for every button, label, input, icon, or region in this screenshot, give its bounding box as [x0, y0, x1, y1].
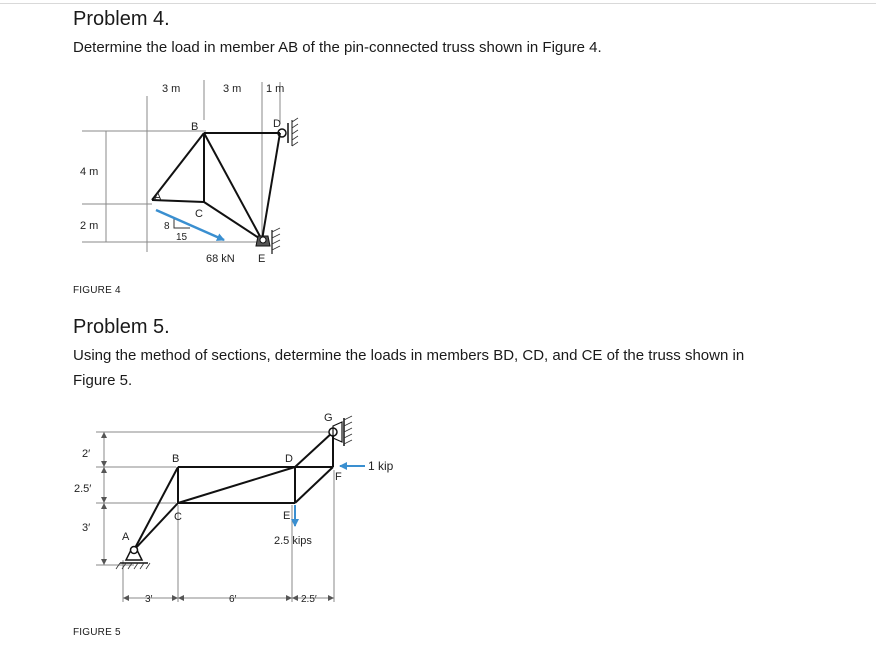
fig5-reference-lines — [96, 432, 334, 602]
fig4-node-C: C — [195, 208, 203, 220]
fig4-dim-1m: 1 m — [266, 83, 285, 95]
problem5-statement-line1: Using the method of sections, determine the loads in members BD, CD, and CE of the truss shown in — [73, 347, 745, 364]
fig5-dim-2.5ft-bottom: 2.5′ — [301, 594, 317, 605]
fig5-node-B: B — [172, 453, 180, 465]
problem5-title: Problem 5. — [73, 316, 170, 338]
problem4-statement: Determine the load in member AB of the pin-connected truss shown in Figure 4. — [73, 39, 602, 56]
fig4-node-D: D — [273, 118, 281, 130]
fig4-slope-15: 15 — [176, 232, 188, 243]
fig4-dim-4m: 4 m — [80, 166, 99, 178]
fig5-truss-members — [134, 432, 333, 550]
problem5-statement-line2: Figure 5. — [73, 372, 133, 389]
fig4-node-B: B — [191, 121, 199, 133]
fig5-dim-3ft-bottom: 3′ — [145, 594, 153, 605]
fig5-node-A: A — [122, 531, 130, 543]
fig5-node-C: C — [174, 511, 182, 523]
fig5-dimension-arrowheads — [101, 432, 334, 601]
fig4-node-A: A — [154, 191, 162, 203]
fig5-load-1kip-label: 1 kip — [368, 459, 394, 473]
fig4-load-label: 68 kN — [206, 253, 235, 265]
problem4-title: Problem 4. — [73, 8, 170, 30]
fig5-dim-6ft: 6′ — [229, 594, 237, 605]
figure4-caption: FIGURE 4 — [73, 285, 121, 296]
fig5-node-F: F — [335, 471, 342, 483]
fig5-dim-2ft: 2′ — [82, 448, 91, 460]
fig5-support-A — [116, 547, 150, 570]
fig5-dim-2.5ft: 2.5′ — [74, 483, 92, 495]
fig5-node-G: G — [324, 412, 333, 424]
figure5-caption: FIGURE 5 — [73, 627, 121, 638]
fig5-load-2.5kips-label: 2.5 kips — [274, 535, 312, 547]
fig4-dim-2m: 2 m — [80, 220, 99, 232]
fig5-dim-3ft: 3′ — [82, 522, 91, 534]
fig5-node-D: D — [285, 453, 293, 465]
fig5-node-E: E — [283, 510, 291, 522]
fig4-slope-8: 8 — [164, 221, 170, 232]
fig4-dim-3m-left: 3 m — [162, 83, 181, 95]
fig4-node-E: E — [258, 253, 266, 265]
fig4-dim-3m-right: 3 m — [223, 83, 242, 95]
